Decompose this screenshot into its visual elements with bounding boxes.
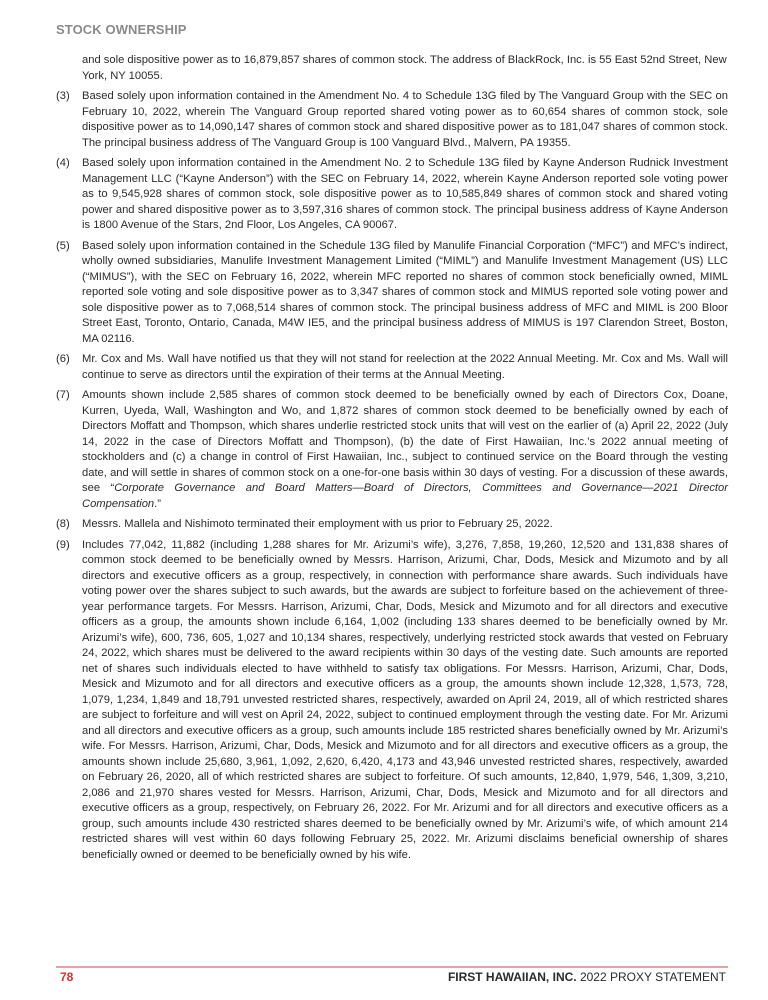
footnote-text [82,388,728,512]
footnote-continuation: and sole dispositive power as to 16,879,857 shares of common stock. The address of BlackRock, Inc. is 55 East 52nd Street, New York, NY 10055. [82,54,727,82]
footnote-text-end: .” [154,497,161,510]
footnote-9 [56,538,728,864]
footer-document-title [448,970,726,984]
footnote-7 [56,388,728,512]
footer-divider [56,966,728,968]
footnote-text-main: Amounts shown include 2,585 shares of common stock deemed to be beneficially owned by each of Directors Cox, Doane, Kurren, Uyeda, Wall, Washington and Wo, and 1,872 shares of common stock deemed to be beneficially owned by each of Directors Moffatt and Thompson, which shares underlie restricted stock units that will vest on the earlier of (a) April 22, 2022 (July 14, 2022 in the case of Directors Moffatt and Thompson), (b) the date of First Hawaiian, Inc.’s 2022 annual meeting of stockholders and (c) a change in control of First Hawaiian, Inc., subject to continued service on the Board through the vesting date, and will settle in shares of common stock on a one-for-one basis within 30 days of vesting. For a discussion of these awards, see “ [82,389,728,494]
footnote-text: Mr. Cox and Ms. Wall have notified us that they will not stand for reelection at the 2022 Annual Meeting. Mr. Cox and Ms. Wall will continue to serve as directors until the expiration of their terms at the Annual Meeting. [82,353,728,381]
company-name: FIRST HAWAIIAN, INC. [447,970,577,984]
footnote-number: (8) [56,518,70,530]
footnote-text: Based solely upon information contained in the Amendment No. 2 to Schedule 13G filed by Kayne Anderson Rudnick Investment Management LLC (“Kayne Anderson”) with the SEC on February 14, 2022, wherein Kayne Anderson reported sole voting power as to 9,545,928 shares of common stock, sole dispositive power as to 10,585,849 shares of common stock and shared voting power and shared dispositive power as to 3,597,316 shares of common stock. The principal business address of Kayne Anderson is 1800 Avenue of the Stars, 2nd Floor, Los Angeles, CA 90067. [82,157,728,231]
footnote-8 [56,517,728,533]
cross-reference: Corporate Governance and Board Matters—Board of Directors, Committees and Governance—2021 Director Compensation [82,482,728,510]
footnote-text: Messrs. Mallela and Nishimoto terminated their employment with us prior to February 25, 2022. [82,518,553,530]
footnote-number: (3) [56,90,70,102]
section-title: STOCK OWNERSHIP [56,22,187,37]
footnote-number: (9) [56,538,70,551]
footnote-text: Based solely upon information contained in the Amendment No. 4 to Schedule 13G filed by The Vanguard Group with the SEC on February 10, 2022, wherein The Vanguard Group reported shared voting power as to 60,654 shares of common stock, sole dispositive power as to 14,090,147 shares of common stock and shared dispositive power as to 181,047 shares of common stock. The principal business address of The Vanguard Group is 100 Vanguard Blvd., Malvern, PA 19355. [82,90,728,149]
page-number: 78 [60,970,74,984]
footnote-text: Based solely upon information contained in the Schedule 13G filed by Manulife Financial Corporation (“MFC”) and MFC’s indirect, wholly owned subsidiaries, Manulife Investment Management Limited (“MIML”) and Manulife Investment Management (US) LLC (“MIMUS”), with the SEC on February 16, 2022, wherein MFC reported no shares of common stock beneficially owned, MIML reported sole voting and sole dispositive power as to 3,347 shares of common stock and MIMUS reported sole voting power and sole dispositive power as to 7,068,514 shares of common stock. The principal business address of MFC and MIML is 200 Bloor Street East, Toronto, Ontario, Canada, M4W IE5, and the principal business address of MIMUS is 197 Clarendon Street, Boston, MA 02116. [82,239,728,345]
footnote-number: (7) [56,389,70,401]
footnote-number: (5) [56,239,70,252]
footnote-text: Includes 77,042, 11,882 (including 1,288 shares for Mr. Arizumi’s wife), 3,276, 7,858, 19,260, 12,520 and 131,838 shares of common stock deemed to be beneficially owned by Messrs. Harrison, Arizumi, Char, Dods, Mesick and Mizumoto and by all directors and executive officers as a group, respectively, in connection with performance share awards. Such individuals have voting power over the shares subject to such awards, but the awards are subject to forfeiture based on the achievement of three-year performance targets. For Messrs. Harrison, Arizumi, Char, Dods, Mesick and Mizumoto and for all directors and executive officers as a group, the amounts shown include 6,164, 1,002 (including 133 shares deemed to be beneficially owned by Mr. Arizumi’s wife), 600, 736, 605, 1,027 and 10,134 shares, respectively, underlying restricted stock awards that vested on February 24, 2022, which shares must be delivered to the award recipients within 30 days of the vesting date. Such amounts are reported net of shares such individuals elected to have withheld to satisfy tax obligations. For Messrs. Harrison, Arizumi, Char, Dods, Mesick and Mizumoto and for all directors and executive officers as a group, the amounts shown include 12,328, 1,573, 728, 1,079, 1,234, 1,849 and 18,791 unvested restricted shares, respectively, awarded on April 24, 2019, all of which restricted shares are subject to forfeiture and will vest on April 24, 2022, subject to continued employment through the vesting date. For Mr. Arizumi and all directors and executive officers as a group, such amounts include 185 restricted shares beneficially owned by Mr. Arizumi’s wife. For Messrs. Harrison, Arizumi, Char, Dods, Mesick and Mizumoto and for all directors and executive officers as a group, the amounts shown include 25,680, 3,961, 1,092, 2,620, 6,420, 4,173 and 43,946 unvested restricted shares, respectively, awarded on February 26, 2020, all of which restricted shares are subject to forfeiture. Of such amounts, 12,840, 1,979, 546, 1,309, 3,210, 2,086 and 21,970 shares vested for Messrs. Harrison, Arizumi, Char, Dods, Mesick and Mizumoto and for all directors and executive officers as a group, respectively, on February 26, 2022. For Mr. Arizumi and for all directors and executive officers as a group, such amounts include 430 restricted shares deemed to be beneficially owned by Mr. Arizumi’s wife, of which amount 214 restricted shares will vest within 60 days following February 25, 2022. Mr. Arizumi disclaims beneficial ownership of shares beneficially owned or deemed to be beneficially owned by his wife. [82,538,728,861]
footnote-3 [56,89,728,151]
footnote-4 [56,156,728,234]
document-name: 2022 PROXY STATEMENT [576,970,726,984]
footnote-number: (6) [56,353,70,365]
footnote-5 [56,239,728,348]
footnote-number: (4) [56,157,70,169]
footnotes [56,53,728,868]
footnote-6 [56,352,728,383]
